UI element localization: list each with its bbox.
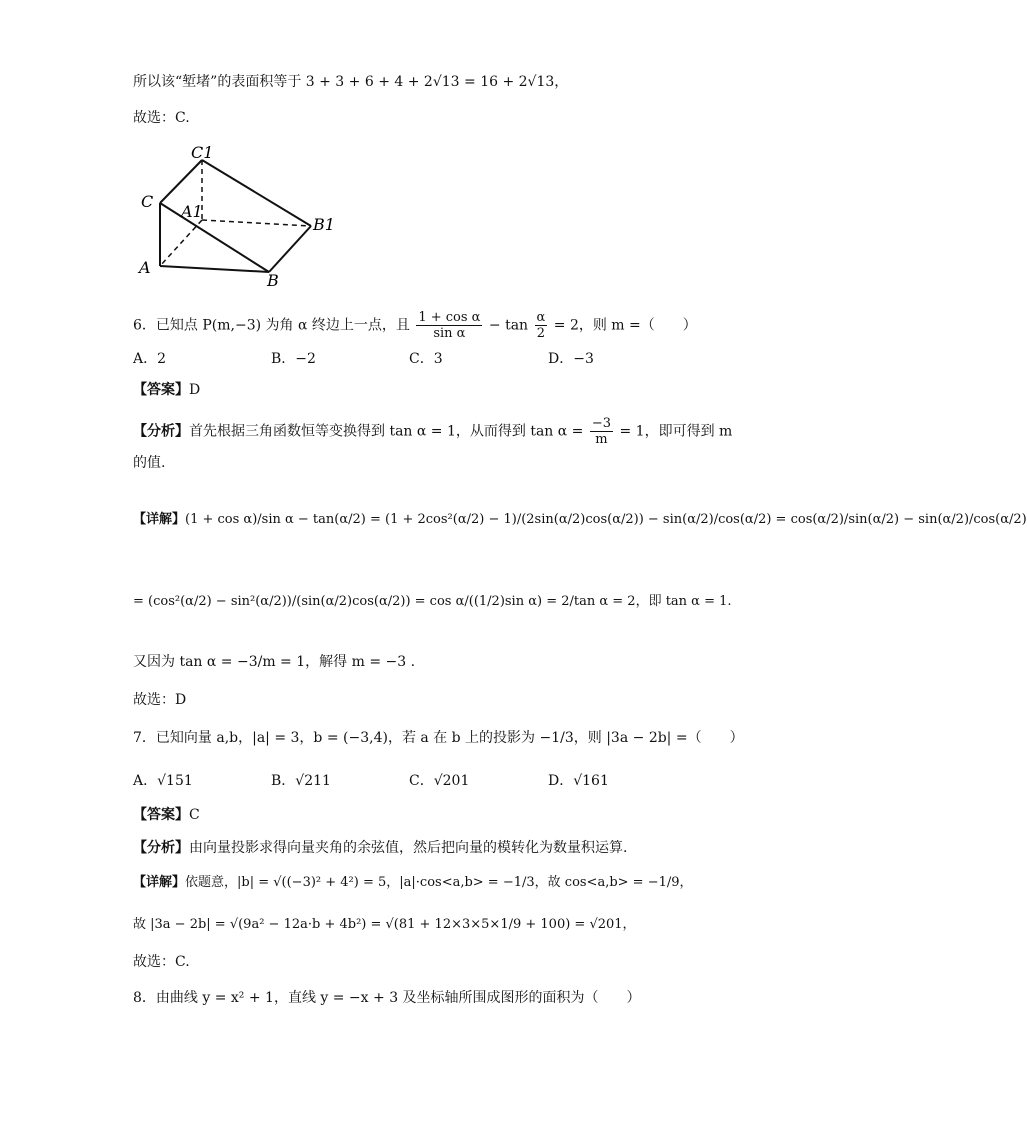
q7-option-a: A．√151 [133,773,193,789]
q6-option-c: C．3 [409,351,443,367]
q7-analysis: 【分析】由向量投影求得向量夹角的余弦值，然后把向量的模转化为数量积运算. [133,840,628,856]
vertex-label-b1: B1 [313,215,335,234]
q7-answer: 【答案】C [133,807,200,823]
fraction: $\frac{\alpha}{2}$ [536,310,546,341]
q7-option-c: C．√201 [409,773,470,789]
q6-detail-2: = (cos²(α/2) − sin²(α/2))/(sin(α/2)cos(α/2)) = cos α/((1/2)sin α) = 2/tan α = 2，即 tan α = 1. [133,594,732,609]
text-line: 的值. [133,455,166,471]
q6-option-d: D．−3 [548,351,594,367]
vertex-label-c: C [141,192,154,211]
q6-detail-3: 又因为 tan α = −3/m = 1，解得 m = −3 . [133,654,416,670]
vertex-label-a1: A1 [181,202,203,221]
q7-option-b: B．√211 [271,773,331,789]
q7-detail-2: 故 |3a − 2b| = √(9a² − 12a·b + 4b²) = √(81 + 12×3×5×1/9 + 100) = √201， [133,917,636,932]
q7-detail-1: 【详解】依题意，|b| = √((−3)² + 4²) = 5，|a|·cos<a,b> = −1/3，故 cos<a,b> = −1/9， [133,875,693,890]
q7-option-d: D．√161 [548,773,609,789]
vertex-label-a: A [139,258,151,277]
fraction: $\frac{\text{1 + cos α}}{\text{sin α}}$ [418,310,481,341]
q6-analysis: 【分析】首先根据三角函数恒等变换得到 tan α = 1，从而得到 tan α = $\frac{-3}{m}$ = 1，即可得到 m [133,416,733,447]
prism-figure [133,140,343,290]
vertex-label-b: B [267,271,279,290]
q6-stem: 6．已知点 P(m,−3) 为角 α 终边上一点，且 $\frac{\text{1 + cos α}}{\text{sin α}}$ − tan $\frac{\alpha}{2}$ = 2，则 m =（ ） [133,310,697,341]
q6-option-a: A．2 [133,351,167,367]
q6-choose: 故选：D [133,692,187,708]
q8-stem: 8．由曲线 y = x² + 1，直线 y = −x + 3 及坐标轴所围成图形的面积为（ ） [133,990,641,1006]
text-line: 所以该“堑堵”的表面积等于 3 + 3 + 6 + 4 + 2√13 = 16 + 2√13， [133,74,569,90]
q6-option-b: B．−2 [271,351,316,367]
fraction: $\frac{-3}{m}$ [591,416,612,447]
vertex-label-c1: C1 [191,143,214,162]
text-line: 故选：C. [133,110,190,126]
q7-stem: 7．已知向量 a,b，|a| = 3，b = (−3,4)，若 a 在 b 上的投影为 −1/3，则 |3a − 2b| =（ ） [133,730,744,746]
q6-detail-1: 【详解】(1 + cos α)/sin α − tan(α/2) = (1 + 2cos²(α/2) − 1)/(2sin(α/2)cos(α/2)) − sin(α/2)/cos(α/2) = cos(α/2)/sin(α/2) − sin(α/2)/cos(α/2) [133,512,1027,527]
q7-choose: 故选：C. [133,954,190,970]
q6-answer: 【答案】D [133,382,201,398]
